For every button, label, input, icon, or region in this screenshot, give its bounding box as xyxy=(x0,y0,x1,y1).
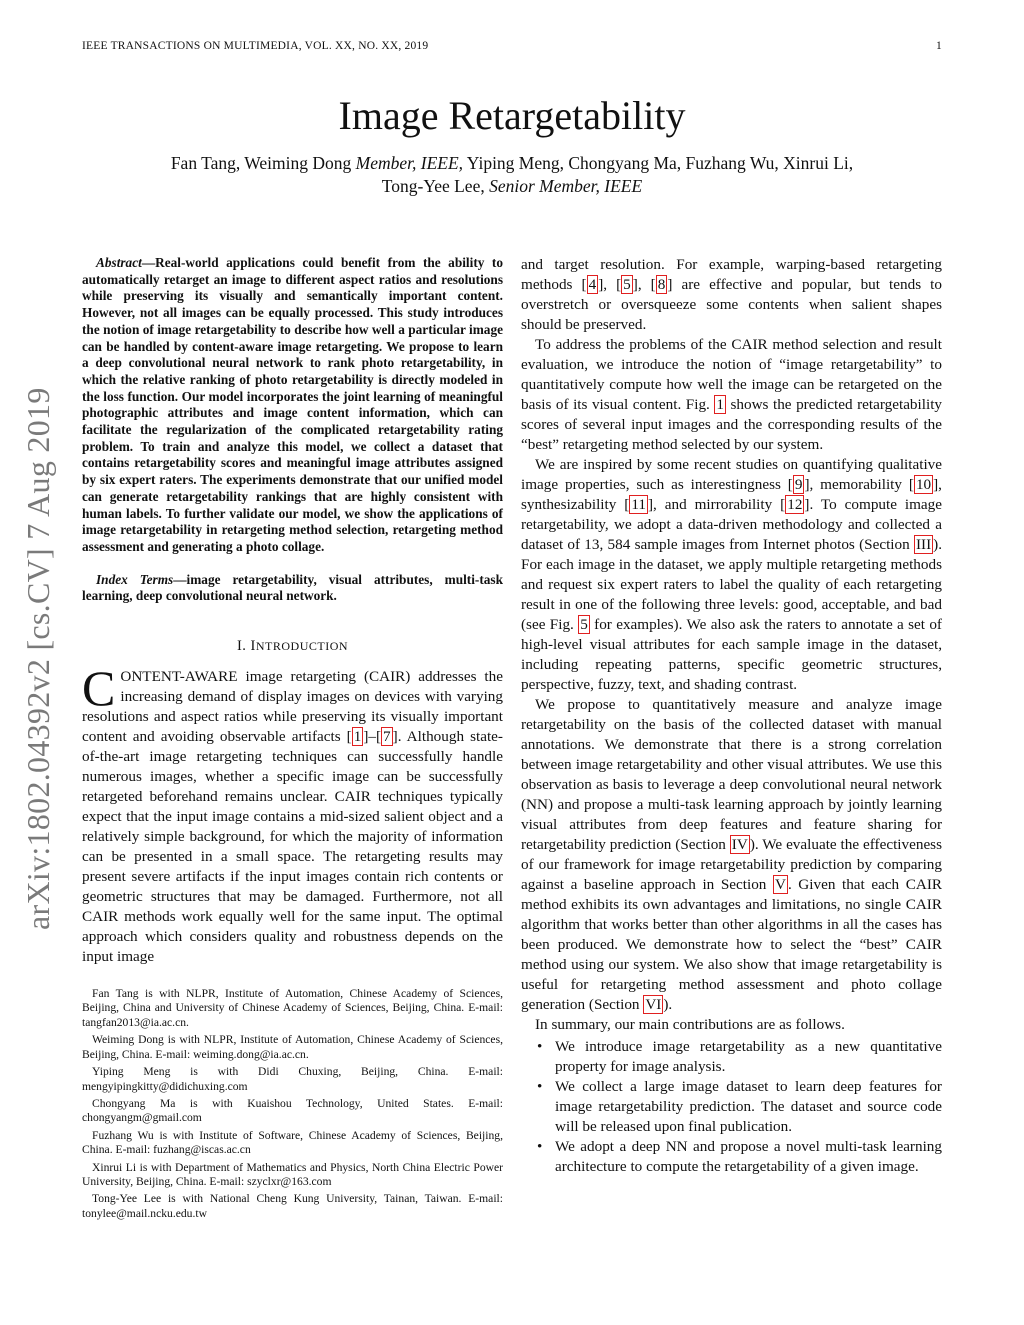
footnote: Xinrui Li is with Department of Mathematics and Physics, North China Electric Power University, Beijing, China. E-mail: szyclxr@163.com xyxy=(82,1160,503,1188)
section-link[interactable]: IV xyxy=(731,836,748,853)
citation-link[interactable]: 8 xyxy=(657,276,666,293)
author-names-a: Fan Tang, Weiming Dong xyxy=(170,153,356,173)
citation-link[interactable]: 7 xyxy=(383,728,391,746)
index-terms-label: Index Terms xyxy=(96,571,174,587)
author-names-c: Tong-Yee Lee, xyxy=(381,176,490,196)
author-footnotes xyxy=(82,987,503,1221)
body-paragraph: We are inspired by some recent studies on quantifying qualitative image properties, such as interestingness [ 9 ], memorability [ 10 ], synthesizability [ 11 ], and mirrorability [ 12 ]. To compute image retargetability, we adopt a data-driven methodology and collected a dataset of 13, 584 sample images from Internet photos (Section III ). For each image in the dataset, we apply multiple retargeting methods and request six expert raters to label the quality of each retargeting result in one of the following three levels: good, acceptable, and bad (see Fig. 5 for examples). We also ask the raters to annotate a set of high-level visual attributes for each sample image in the dataset, including repeating patterns, specific geometric structures, perspective, fuzzy, text, and shading contrast. xyxy=(521,456,943,693)
footnote: Yiping Meng is with Didi Chuxing, Beijing, China. E-mail: mengyipingkitty@didichuxing.com xyxy=(82,1065,503,1093)
left-column xyxy=(82,255,503,1224)
author-membership-b: Senior Member, IEEE xyxy=(489,176,643,196)
author-line-2 xyxy=(82,175,942,198)
section-link[interactable]: III xyxy=(915,536,932,553)
body-paragraph: In summary, our main contributions are as follows. xyxy=(535,1016,845,1033)
section-title-first: I xyxy=(250,638,256,655)
section-numeral: I. xyxy=(236,638,251,655)
figure-link[interactable]: 5 xyxy=(580,616,588,633)
abstract-text: —Real-world applications could benefit from the ability to automatically retarget an image to different aspect ratios and resolutions while preserving its visually and semantically important content. However, not all images can be equally processed. This study introduces the notion of image retargetability to describe how well a particular image can be handled by content-aware image retargeting. We propose to learn a deep convolutional neural network to rank photo retargetability, in which the relative ranking of photo retargetability is directly modeled in the loss function. Our model incorporates the joint learning of meaningful photographic attributes and image content information, which can facilitate the regularization of the complicated retargetability rating problem. To train and analyze this model, we collect a dataset that contains retargetability scores and meaningful image attributes assigned by six expert raters. The experiments demonstrate that our unified model can generate retargetability rankings that are highly consistent with human labels. To further validate our model, we show the applications of image retargetability in retargeting method selection, retargeting method assessment and generating a photo collage. xyxy=(82,255,503,554)
citation-link[interactable]: 12 xyxy=(787,496,803,513)
citation-link[interactable]: 11 xyxy=(631,496,646,513)
body-paragraph: and target resolution. For example, warping-based retargeting methods [ 4 ], [ 5 ], [ 8 ] are effective and popular, but tends to overstretch or oversqueeze some contents when salient shapes should be preserved. xyxy=(521,256,942,333)
section-heading-introduction xyxy=(82,638,503,655)
citation-link[interactable]: 9 xyxy=(794,476,803,493)
author-list xyxy=(82,152,942,198)
author-line-1 xyxy=(82,152,942,175)
right-column xyxy=(521,255,942,1177)
footnote: Tong-Yee Lee is with National Cheng Kung University, Tainan, Taiwan. E-mail: tonylee@mail.ncku.edu.tw xyxy=(82,1192,503,1220)
contributions-list xyxy=(521,1037,942,1177)
index-terms-text: —image retargetability, visual attributes, multi-task learning, deep convolutional neural network. xyxy=(82,571,503,604)
intro-paragraph: CONTENT-AWARE image retargeting (CAIR) addresses the increasing demand of display images on devices with varying resolutions and aspect ratios while preserving its visually important content and avoiding observable artifacts [ 1 ]–[ 7 ]. Although state-of-the-art image retargeting techniques can successfully handle numerous images, whether a specific image can be successfully retargeted beforehand remains unclear. CAIR techniques typically expect that the input image contains a mid-sized salient object and a relatively simple background, for which the majority of information can be presented in a small space. The retargeting results may present severe artifacts if the input images contain rich contents or geometric structures that may be damaged. Furthermore, not all CAIR methods work equally well for the same input. The optimal approach which considers quality and robustness depends on the input image xyxy=(82,660,503,966)
author-names-b: Yiping Meng, Chongyang Ma, Fuzhang Wu, Xinrui Li, xyxy=(463,153,854,173)
citation-link[interactable]: 5 xyxy=(623,276,631,293)
footnote: Fan Tang is with NLPR, Institute of Automation, Chinese Academy of Sciences, Beijing, China and University of Chinese Academy of Sciences, Beijing, China. E-mail: tangfan2013@ia.ac.cn. xyxy=(82,987,503,1029)
abstract-label: Abstract xyxy=(96,255,142,270)
list-item: • We collect a large image dataset to learn deep features for image retargetability prediction. The dataset and source code will be released upon final publication. xyxy=(521,1077,942,1137)
page-number: 1 xyxy=(936,40,942,52)
footnote: Fuzhang Wu is with Institute of Software, Chinese Academy of Sciences, Beijing, China. E-mail: fuzhang@iscas.ac.cn xyxy=(82,1128,503,1157)
abstract xyxy=(82,255,503,556)
citation-link[interactable]: 4 xyxy=(588,276,597,293)
citation-link[interactable]: 10 xyxy=(915,476,932,493)
section-link[interactable]: V xyxy=(774,876,786,893)
citation-link[interactable]: 1 xyxy=(353,728,362,746)
list-item: • We introduce image retargetability as a new quantitative property for image analysis. xyxy=(521,1037,942,1077)
running-header: IEEE TRANSACTIONS ON MULTIMEDIA, VOL. XX, NO. XX, 2019 xyxy=(82,40,429,52)
drop-cap: C xyxy=(82,660,116,717)
section-title-rest: NTRODUCTION xyxy=(255,639,349,654)
body-paragraph: To address the problems of the CAIR method selection and result evaluation, we introduce the notion of “image retargetability” to quantitatively compute how well the image can be retargeted on the basis of its visual content. Fig. 1 shows the predicted retargetability scores of several input images and the corresponding results of the “best” retargeting method selected by our system. xyxy=(521,336,943,453)
index-terms xyxy=(82,572,503,605)
list-item: • We adopt a deep NN and propose a novel multi-task learning architecture to compute the retargetability of a given image. xyxy=(521,1137,942,1177)
figure-link[interactable]: 1 xyxy=(716,396,724,413)
footnote: Chongyang Ma is with Kuaishou Technology, United States. E-mail: chongyangm@gmail.com xyxy=(82,1096,503,1125)
author-membership-a: Member, IEEE, xyxy=(355,153,464,173)
footnote: Weiming Dong is with NLPR, Institute of Automation, Chinese Academy of Sciences, Beijing, China. E-mail: weiming.dong@ia.ac.cn. xyxy=(82,1033,503,1061)
paper-title: Image Retargetability xyxy=(338,93,686,138)
body-paragraph: We propose to quantitatively measure and analyze image retargetability on the basis of the collected dataset with manual annotations. We demonstrate that there is a strong correlation between image retargetability and other visual attributes. We use this observation as basis to leverage a deep convolutional neural network (NN) and propose a multi-task learning approach by jointly learning visual attributes from deep features and feature sharing for retargetability prediction (Section IV ). We evaluate the effectiveness of our framework for image retargetability prediction by comparing against a baseline approach in Section V . Given that each CAIR method exhibits its own advantages and limitations, no single CAIR algorithm that works better than other algorithms in all the cases has been produced. We demonstrate how to select the “best” CAIR method using our system. We also show that image retargetability is useful for retargeting method assessment and photo collage generation (Section VI ). xyxy=(521,696,943,1013)
section-link[interactable]: VI xyxy=(645,996,662,1013)
arxiv-sidebar-stamp: arXiv:1802.04392v2 [cs.CV] 7 Aug 2019 xyxy=(20,387,56,930)
